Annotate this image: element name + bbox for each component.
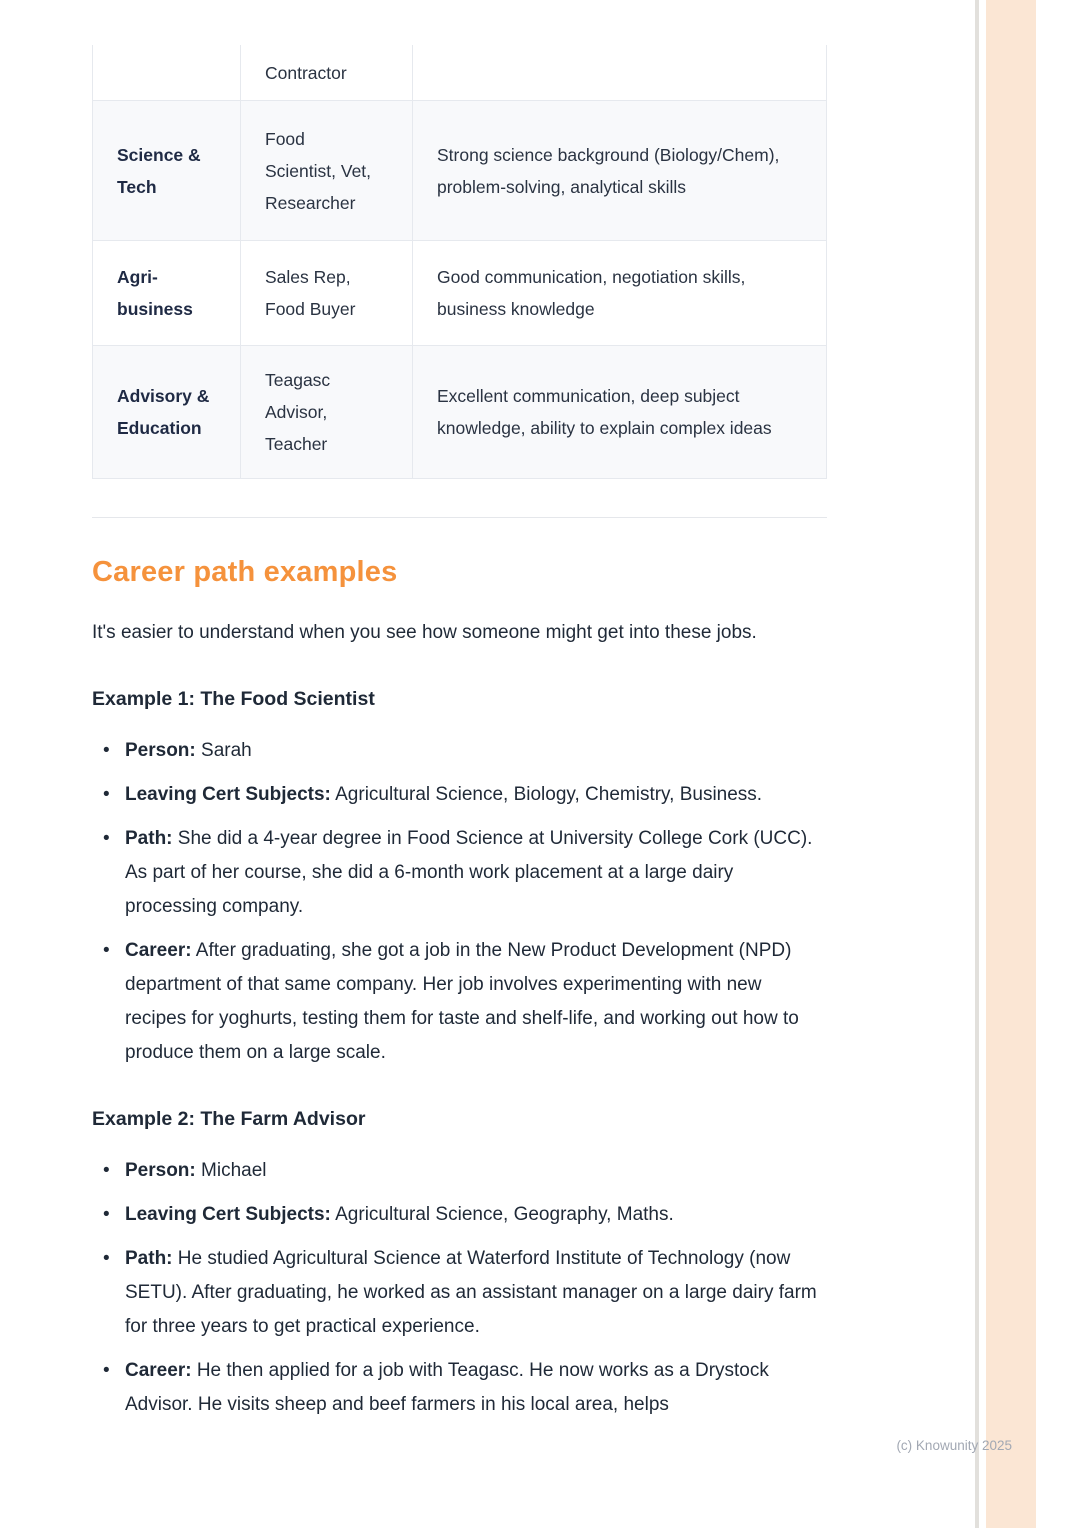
bullet-label: Career: <box>125 1360 192 1381</box>
copyright: (c) Knowunity 2025 <box>896 1438 1012 1453</box>
bullet-item-path <box>92 822 827 924</box>
bullet-text: Sarah <box>195 740 252 761</box>
bullet-label: Leaving Cert Subjects: <box>125 784 331 805</box>
table-cell-category: Science & Tech <box>117 144 201 197</box>
example1-list <box>92 734 827 1070</box>
bullet-text: He studied Agricultural Science at Waterford Institute of Technology (now SETU). After graduating, he worked as an assistant manager on a large dairy farm for three years to get practical experience. <box>125 1248 817 1337</box>
bullet-text: After graduating, she got a job in the New Product Development (NPD) department of that same company. Her job involves experimenting with new recipes for yoghurts, testing them for taste and shelf-life, and working out how to produce them on a large scale. <box>125 940 799 1063</box>
section-heading: Career path examples <box>92 556 398 588</box>
bullet-label: Person: <box>125 740 196 761</box>
bullet-label: Person: <box>125 1160 196 1181</box>
content <box>92 45 827 1422</box>
bullet-item-subjects <box>92 1198 827 1232</box>
bullet-item-career <box>92 1354 827 1422</box>
bullet-item-career <box>92 934 827 1070</box>
bullet-text: Agricultural Science, Biology, Chemistry, Business. <box>330 784 763 805</box>
table-row <box>93 45 826 100</box>
table-cell-category: Agri-business <box>117 267 193 319</box>
table-row <box>93 100 826 240</box>
bullet-label: Leaving Cert Subjects: <box>125 1204 331 1225</box>
table-cell-roles: Food Scientist, Vet, Researcher <box>240 101 412 240</box>
table-cell-roles: Sales Rep, Food Buyer <box>240 241 412 345</box>
section-divider <box>92 517 827 518</box>
table-cell-skills: Strong science background (Biology/Chem), problem-solving, analytical skills <box>412 101 826 240</box>
table-cell-roles: Teagasc Advisor, Teacher <box>240 346 412 478</box>
bullet-text: She did a 4-year degree in Food Science at University College Cork (UCC). As part of her course, she did a 6-month work placement at a large dairy processing company. <box>125 828 813 917</box>
page-edge-line <box>975 0 979 1528</box>
bullet-label: Path: <box>125 1248 173 1269</box>
page-edge-bar <box>986 0 1036 1528</box>
bullet-text: He then applied for a job with Teagasc. He now works as a Drystock Advisor. He visits sheep and beef farmers in his local area, helps <box>125 1360 769 1415</box>
bullet-text: Agricultural Science, Geography, Maths. <box>330 1204 674 1225</box>
bullet-label: Path: <box>125 828 173 849</box>
bullet-item-subjects <box>92 778 827 812</box>
bullet-label: Career: <box>125 940 192 961</box>
example2-title: Example 2: The Farm Advisor <box>92 1108 366 1130</box>
table-cell-category: Advisory & Education <box>117 386 210 438</box>
bullet-item-person <box>92 1154 827 1188</box>
table-row <box>93 240 826 345</box>
example1-title: Example 1: The Food Scientist <box>92 688 375 710</box>
table-cell-skills <box>412 45 826 100</box>
table-cell-skills: Excellent communication, deep subject knowledge, ability to explain complex ideas <box>412 346 826 478</box>
bullet-text: Michael <box>195 1160 267 1181</box>
table-cell-category <box>93 45 240 100</box>
intro-paragraph: It's easier to understand when you see how someone might get into these jobs. <box>92 622 757 643</box>
table-row <box>93 345 826 478</box>
bullet-item-path <box>92 1242 827 1344</box>
bullet-item-person <box>92 734 827 768</box>
table-cell-roles: Contractor <box>240 45 412 100</box>
careers-table <box>92 45 827 479</box>
example2-list <box>92 1154 827 1422</box>
table-cell-skills: Good communication, negotiation skills, business knowledge <box>412 241 826 345</box>
